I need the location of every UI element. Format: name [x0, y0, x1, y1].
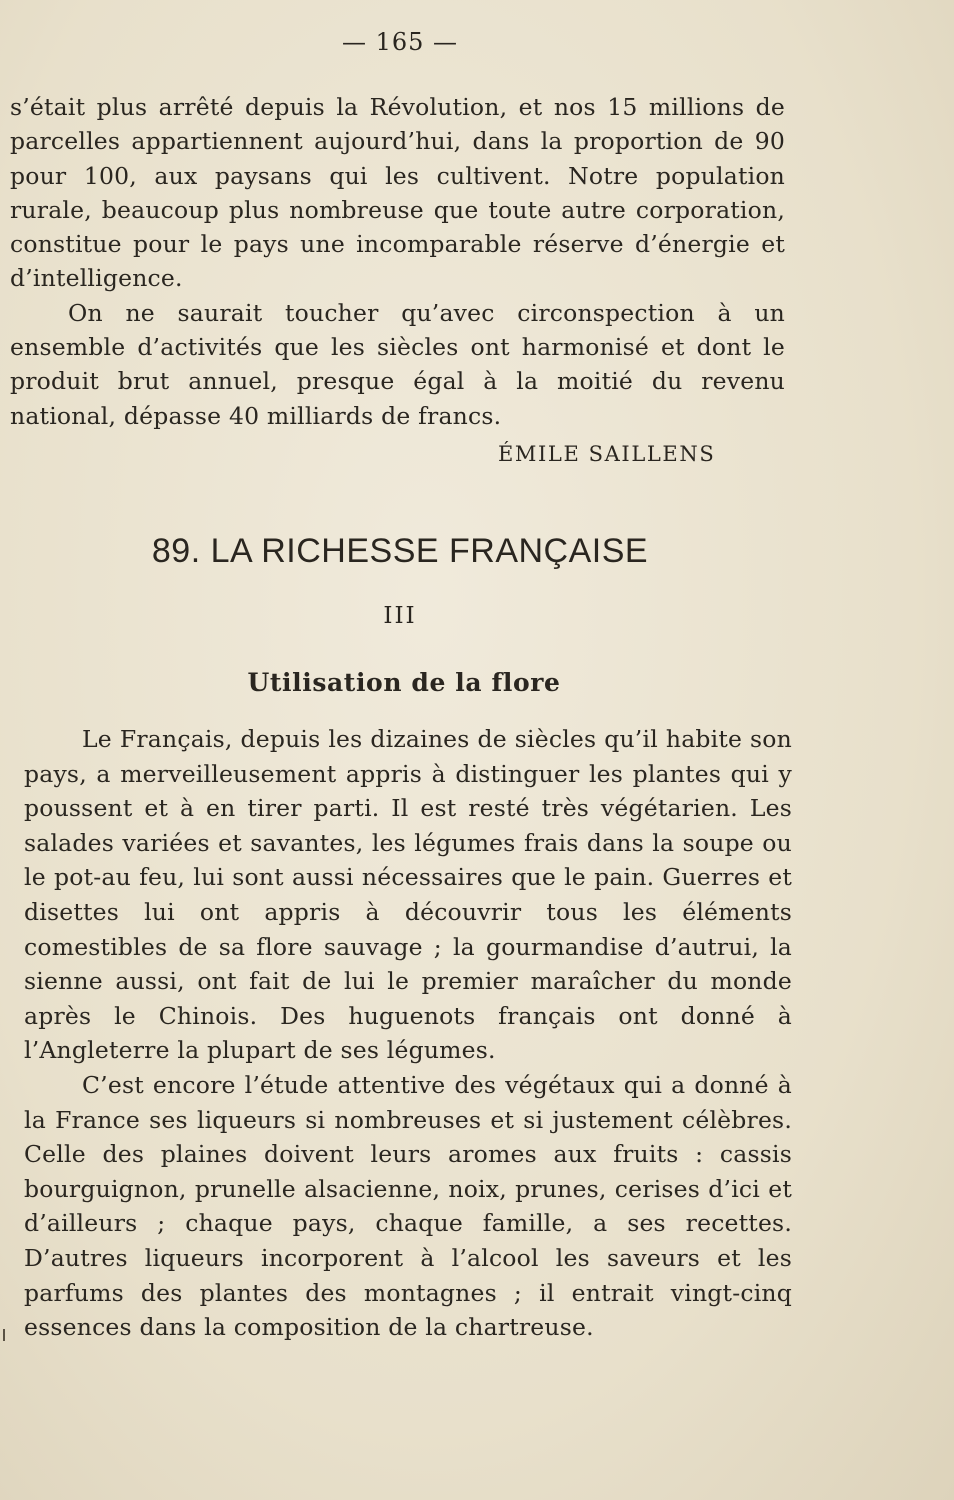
paragraph: s’était plus arrêté depuis la Révolution, et nos 15 millions de parcelles appartiennent aujourd’hui, dans la proportion de 90 pour 100, aux paysans qui les cultivent. Notre population rurale, beaucoup plus nombreuse que toute autre corporation, constitue pour le pays une incomparable réserve d’énergie et d’intelligence.: [10, 93, 785, 293]
paragraph: On ne saurait toucher qu’avec circonspection à un ensemble d’activités que les siècles ont harmonisé et dont le produit brut annuel, presque égal à la moitié du revenu national, dépasse 40 milliards de francs.: [10, 298, 785, 430]
page-number: — 165 —: [341, 28, 459, 56]
section-heading: Utilisation de la flore: [247, 668, 561, 697]
paragraph: Le Français, depuis les dizaines de siècles qu’il habite son pays, a merveilleusement appris à distinguer les plantes qui y poussent et à en tirer parti. Il est resté très végétarien. Les salades variées et savantes, les légumes frais dans la soupe ou le pot-au feu, lui sont aussi nécessaires que le pain. Guerres et disettes lui ont appris à découvrir tous les éléments comestibles de sa flore sauvage ; la gourmandise d’autrui, la sienne aussi, ont fait de lui le premier maraîcher du monde après le Chinois. Des huguenots français ont donné à l’Angleterre la plupart de ses légumes.: [24, 725, 792, 1065]
chapter-body-text: [24, 722, 792, 1345]
chapter-part-number: III: [383, 603, 417, 629]
margin-mark: [3, 1329, 5, 1341]
chapter-title: 89. LA RICHESSE FRANÇAISE: [151, 532, 649, 570]
paragraph: C’est encore l’étude attentive des végétaux qui a donné à la France ses liqueurs si nombreuses et si justement célèbres. Celle des plaines doivent leurs aromes aux fruits : cassis bourguignon, prunelle alsacienne, noix, prunes, cerises d’ici et d’ailleurs ; chaque pays, chaque famille, a ses recettes. D’autres liqueurs incorporent à l’alcool les saveurs et les parfums des plantes des montagnes ; il entrait vingt-cinq essences dans la composition de la chartreuse.: [24, 1070, 792, 1342]
author-signature: ÉMILE SAILLENS: [498, 442, 716, 466]
previous-section-text: [10, 90, 785, 433]
